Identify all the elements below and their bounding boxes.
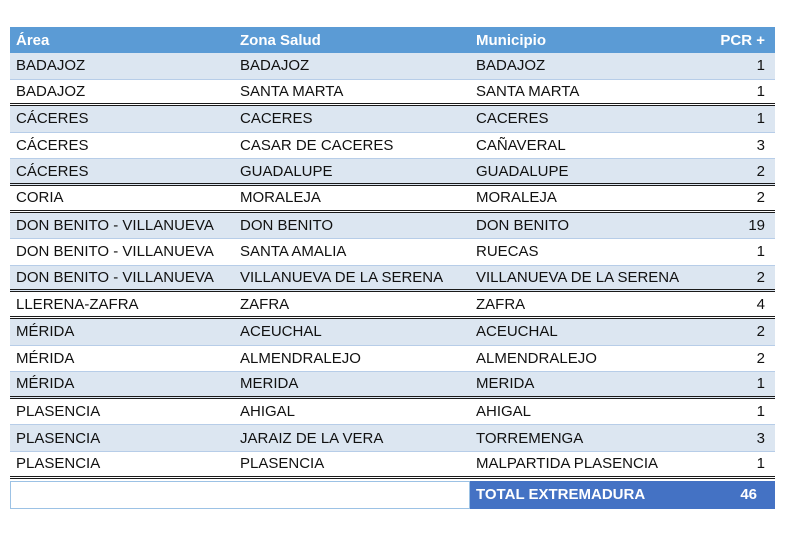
municipio-cell: RUECAS xyxy=(476,243,539,261)
zona-salud-cell: AHIGAL xyxy=(240,403,296,421)
table-header xyxy=(10,27,775,53)
municipio-cell: MORALEJA xyxy=(476,189,557,207)
municipio-cell: ALMENDRALEJO xyxy=(476,349,597,367)
table-row xyxy=(10,266,775,293)
table-row xyxy=(10,133,775,160)
municipio-cell: MALPARTIDA PLASENCIA xyxy=(476,455,659,473)
municipio-cell: CACERES xyxy=(476,110,549,128)
table-row xyxy=(10,213,775,240)
zona-salud-cell: MERIDA xyxy=(240,375,299,393)
zona-salud-cell: CASAR DE CACERES xyxy=(240,137,394,155)
area-cell: CÁCERES xyxy=(16,137,89,155)
total-blank-cell xyxy=(10,481,470,509)
header-area: Área xyxy=(16,31,50,49)
table-body xyxy=(10,53,775,479)
total-value: 46 xyxy=(700,481,775,509)
area-cell: MÉRIDA xyxy=(16,323,75,341)
area-cell: PLASENCIA xyxy=(16,429,101,447)
table-row xyxy=(10,106,775,133)
zona-salud-cell: ZAFRA xyxy=(240,295,290,313)
area-cell: PLASENCIA xyxy=(16,455,101,473)
table-row xyxy=(10,159,775,186)
area-cell: MÉRIDA xyxy=(16,349,75,367)
zona-salud-cell: MORALEJA xyxy=(240,189,321,207)
pcr-cell: 3 xyxy=(756,137,765,155)
area-cell: LLERENA-ZAFRA xyxy=(16,295,139,313)
zona-salud-cell: PLASENCIA xyxy=(240,455,325,473)
table-row xyxy=(10,372,775,399)
municipio-cell: MERIDA xyxy=(476,375,535,393)
zona-salud-cell: ACEUCHAL xyxy=(240,323,322,341)
zona-salud-cell: GUADALUPE xyxy=(240,162,333,180)
area-cell: CÁCERES xyxy=(16,110,89,128)
table-row xyxy=(10,452,775,479)
table-row xyxy=(10,53,775,80)
area-cell: BADAJOZ xyxy=(16,82,86,100)
table-row xyxy=(10,80,775,107)
area-cell: BADAJOZ xyxy=(16,57,86,75)
pcr-cell: 2 xyxy=(756,349,765,367)
area-cell: DON BENITO - VILLANUEVA xyxy=(16,243,214,261)
municipio-cell: CAÑAVERAL xyxy=(476,137,566,155)
table-row xyxy=(10,346,775,373)
pcr-cell: 2 xyxy=(756,323,765,341)
table-row xyxy=(10,292,775,319)
pcr-cell: 19 xyxy=(748,216,765,234)
pcr-cell: 1 xyxy=(756,375,765,393)
total-label: TOTAL EXTREMADURA xyxy=(470,481,700,509)
pcr-cell: 2 xyxy=(756,162,765,180)
header-pcr: PCR + xyxy=(720,31,765,49)
zona-salud-cell: BADAJOZ xyxy=(240,57,310,75)
zona-salud-cell: ALMENDRALEJO xyxy=(240,349,361,367)
zona-salud-cell: SANTA AMALIA xyxy=(240,243,347,261)
area-cell: CÁCERES xyxy=(16,162,89,180)
pcr-cell: 1 xyxy=(756,403,765,421)
pcr-cell: 2 xyxy=(756,269,765,287)
pcr-table xyxy=(10,27,775,509)
pcr-cell: 4 xyxy=(756,295,765,313)
municipio-cell: AHIGAL xyxy=(476,403,532,421)
pcr-cell: 1 xyxy=(756,82,765,100)
pcr-cell: 1 xyxy=(756,455,765,473)
municipio-cell: DON BENITO xyxy=(476,216,570,234)
table-row xyxy=(10,425,775,452)
table-row xyxy=(10,239,775,266)
table-row xyxy=(10,399,775,426)
table-row xyxy=(10,186,775,213)
municipio-cell: BADAJOZ xyxy=(476,57,546,75)
zona-salud-cell: SANTA MARTA xyxy=(240,82,344,100)
municipio-cell: VILLANUEVA DE LA SERENA xyxy=(476,269,680,287)
municipio-cell: SANTA MARTA xyxy=(476,82,580,100)
zona-salud-cell: JARAIZ DE LA VERA xyxy=(240,429,384,447)
zona-salud-cell: CACERES xyxy=(240,110,313,128)
area-cell: DON BENITO - VILLANUEVA xyxy=(16,216,214,234)
pcr-cell: 1 xyxy=(756,110,765,128)
pcr-cell: 1 xyxy=(756,57,765,75)
header-municipio: Municipio xyxy=(476,31,546,49)
municipio-cell: GUADALUPE xyxy=(476,162,569,180)
municipio-cell: TORREMENGA xyxy=(476,429,584,447)
pcr-cell: 3 xyxy=(756,429,765,447)
pcr-cell: 2 xyxy=(756,189,765,207)
area-cell: PLASENCIA xyxy=(16,403,101,421)
area-cell: MÉRIDA xyxy=(16,375,75,393)
zona-salud-cell: VILLANUEVA DE LA SERENA xyxy=(240,269,444,287)
zona-salud-cell: DON BENITO xyxy=(240,216,334,234)
area-cell: DON BENITO - VILLANUEVA xyxy=(16,269,214,287)
header-zona-salud: Zona Salud xyxy=(240,31,321,49)
pcr-cell: 1 xyxy=(756,243,765,261)
municipio-cell: ZAFRA xyxy=(476,295,526,313)
total-row xyxy=(10,481,775,509)
municipio-cell: ACEUCHAL xyxy=(476,323,558,341)
area-cell: CORIA xyxy=(16,189,64,207)
table-row xyxy=(10,319,775,346)
